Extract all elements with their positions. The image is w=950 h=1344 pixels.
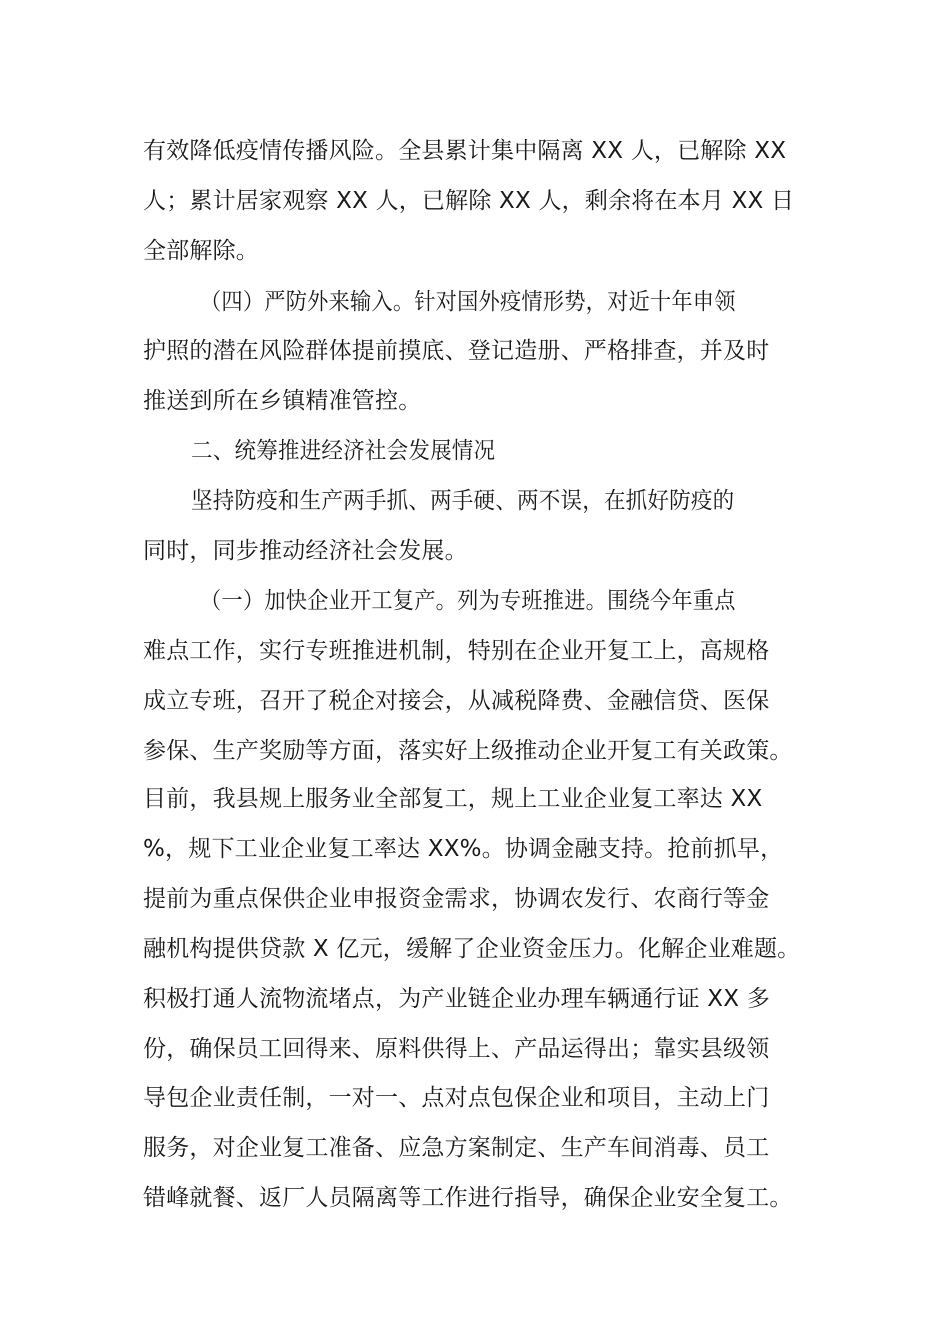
text-line: 积极打通人流物流堵点，为产业链企业办理车辆通行证 XX 多 bbox=[143, 986, 770, 1012]
text-line: 服务，对企业复工准备、应急方案制定、生产车间消毒、员工 bbox=[143, 1135, 770, 1161]
text-line: %，规下工业企业复工率达 XX%。协调金融支持。抢前抓早， bbox=[143, 836, 784, 862]
text-line: 难点工作，实行专班推进机制，特别在企业开复工上，高规格 bbox=[143, 638, 770, 664]
text-line: 全部解除。 bbox=[143, 238, 259, 264]
text-line: 参保、生产奖励等方面，落实好上级推动企业开复工有关政策。 bbox=[143, 738, 793, 764]
section-heading: 二、统筹推进经济社会发展情况 bbox=[191, 438, 496, 464]
text-line: 导包企业责任制，一对一、点对点包保企业和项目，主动上门 bbox=[143, 1085, 770, 1111]
text-line: 目前，我县规上服务业全部复工，规上工业企业复工率达 XX bbox=[143, 786, 763, 812]
text-line: 提前为重点保供企业申报资金需求，协调农发行、农商行等金 bbox=[143, 886, 770, 912]
text-line: 护照的潜在风险群体提前摸底、登记造册、严格排查，并及时 bbox=[143, 338, 770, 364]
text-line: 份，确保员工回得来、原料供得上、产品运得出；靠实县级领 bbox=[143, 1036, 770, 1062]
text-line: 同时，同步推动经济社会发展。 bbox=[143, 538, 468, 564]
text-line: 融机构提供贷款 X 亿元，缓解了企业资金压力。化解企业难题。 bbox=[143, 936, 801, 962]
text-line: 错峰就餐、返厂人员隔离等工作进行指导，确保企业安全复工。 bbox=[143, 1185, 793, 1211]
text-line: 成立专班，召开了税企对接会，从减税降费、金融信贷、医保 bbox=[143, 688, 770, 714]
text-line: 坚持防疫和生产两手抓、两手硬、两不误，在抓好防疫的 bbox=[191, 488, 735, 514]
subsection-heading-line: （一）加快企业开工复产。列为专班推进。围绕今年重点 bbox=[200, 588, 736, 614]
text-line: 有效降低疫情传播风险。全县累计集中隔离 XX 人，已解除 XX bbox=[143, 138, 787, 164]
text-line: 推送到所在乡镇精准管控。 bbox=[143, 388, 422, 414]
subsection-heading-line: （四）严防外来输入。针对国外疫情形势，对近十年申领 bbox=[200, 289, 736, 315]
text-line: 人；累计居家观察 XX 人，已解除 XX 人，剩余将在本月 XX 日 bbox=[143, 188, 795, 214]
